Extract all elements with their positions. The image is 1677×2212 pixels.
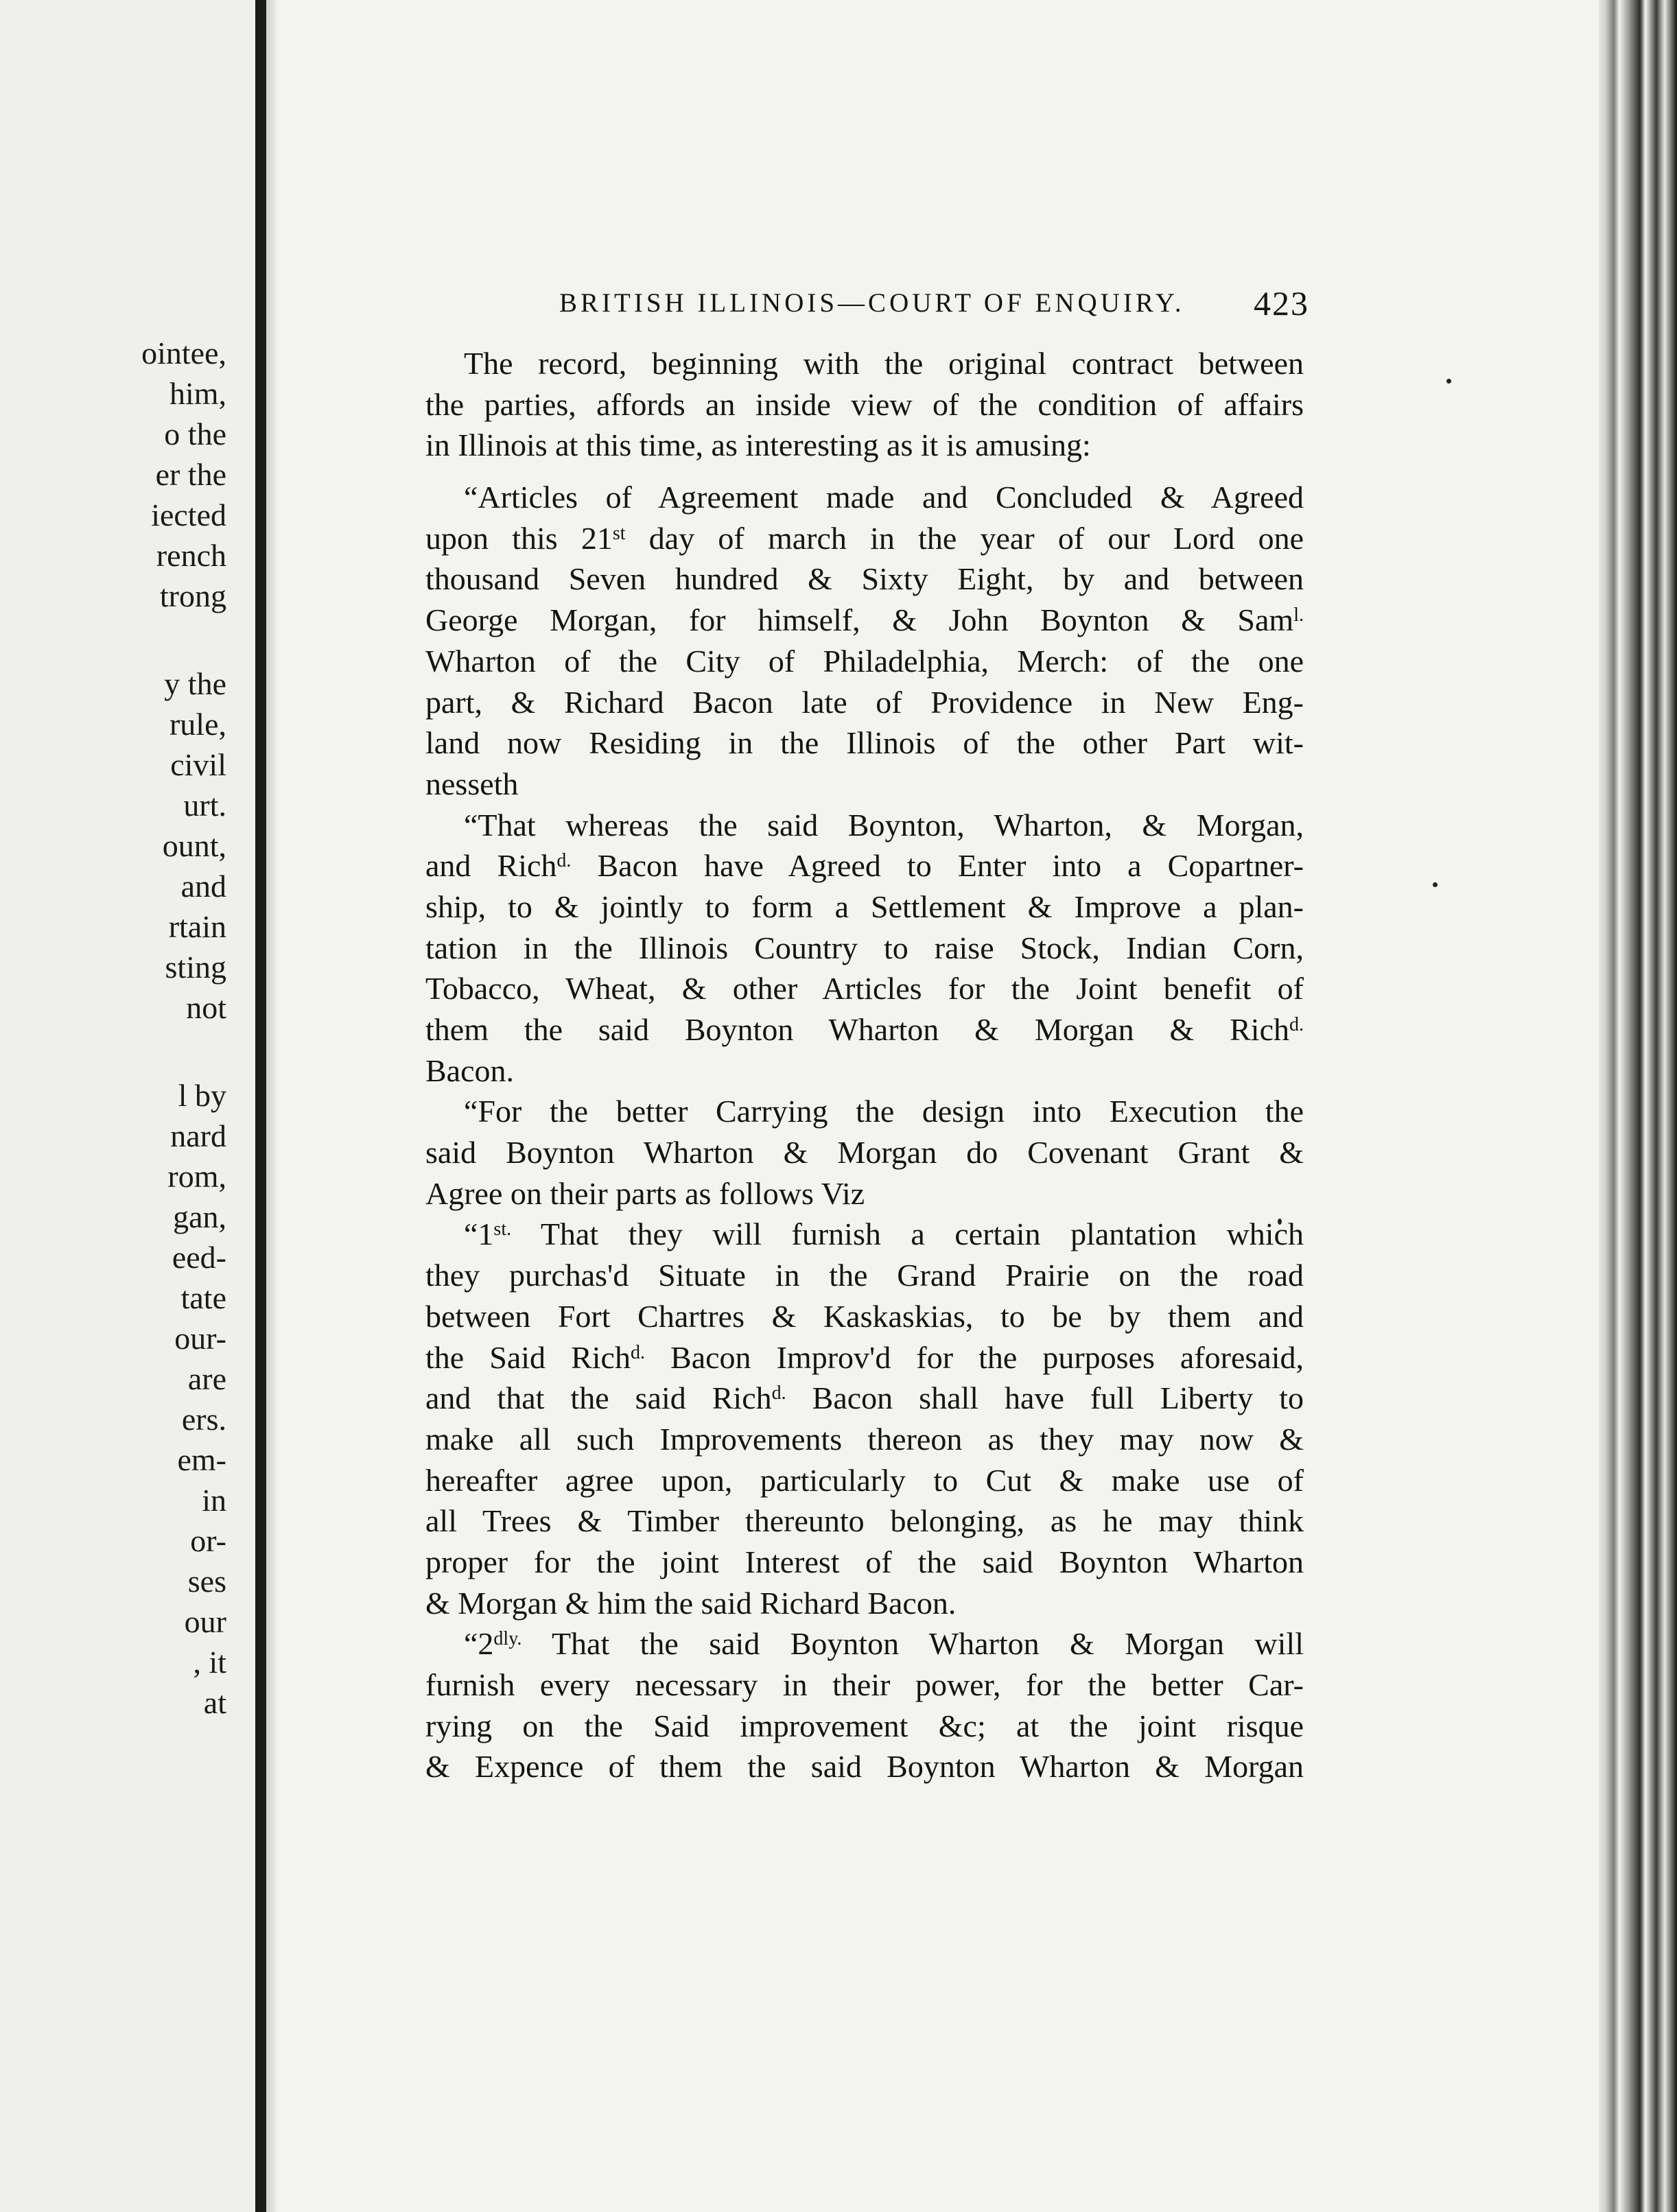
scan-speck: [1433, 882, 1438, 887]
text-line: “For the better Carrying the design into Execution the: [464, 1094, 1304, 1129]
text-line: & Expence of them the said Boynton Wharton & Morgan: [425, 1749, 1304, 1785]
left-page-fragment: trong: [159, 578, 226, 613]
paragraph: [425, 805, 1304, 1092]
paragraph: [425, 1623, 1304, 1787]
text-line: Wharton of the City of Philadelphia, Merch: of the one: [425, 643, 1304, 679]
text-line: “Articles of Agreement made and Concluded & Agreed: [464, 480, 1304, 515]
text-line: them the said Boynton Wharton & Morgan & Rich$^{d.}$: [425, 1012, 1304, 1047]
left-page-edge: [0, 0, 254, 2212]
text-line: and Rich$^{d.}$ Bacon have Agreed to Enter into a Copartner-: [425, 848, 1304, 884]
page-stack-edge: [1599, 0, 1677, 2212]
paragraph: [425, 477, 1304, 805]
left-page-fragment: o the: [164, 416, 226, 451]
left-page-fragment: are: [187, 1361, 226, 1396]
gutter-shadow: [266, 0, 279, 2212]
left-page-fragment: , it: [193, 1645, 226, 1680]
paragraph: [425, 1214, 1304, 1623]
text-line: they purchas'd Situate in the Grand Prairie on the road: [425, 1258, 1304, 1293]
page-number: 423: [1254, 284, 1309, 322]
scan-speck: [1446, 379, 1451, 384]
text-line: the Said Rich$^{d.}$ Bacon Improv'd for the purposes aforesaid,: [425, 1339, 1304, 1375]
left-page-fragment: ount,: [162, 828, 226, 863]
running-head: [425, 283, 1309, 324]
left-page-fragment: our-: [174, 1321, 226, 1356]
text-line: and that the said Rich$^{d.}$ Bacon shall have full Liberty to: [425, 1380, 1304, 1416]
left-page-fragment: our: [184, 1604, 226, 1639]
left-page-fragment: ses: [187, 1564, 226, 1599]
text-line: upon this 21st day of march in the year of our Lord one: [425, 520, 1304, 556]
text-line: said Boynton Wharton & Morgan do Covenant Grant &: [425, 1135, 1304, 1170]
left-page-fragment: rench: [156, 538, 226, 573]
text-line: proper for the joint Interest of the said Boynton Wharton: [425, 1544, 1304, 1579]
left-page-fragment: gan,: [173, 1199, 226, 1234]
left-page-fragment: not: [186, 990, 226, 1025]
text-line: Agree on their parts as follows Viz: [425, 1175, 865, 1211]
text-line: tation in the Illinois Country to raise Stock, Indian Corn,: [425, 930, 1304, 965]
text-line: hereafter agree upon, particularly to Cut & make use of: [425, 1462, 1304, 1498]
text-line: part, & Richard Bacon late of Providence in New Eng-: [425, 684, 1304, 720]
left-page-fragment: ers.: [181, 1402, 226, 1437]
left-page-fragment: tate: [180, 1280, 226, 1315]
left-page-fragment: l by: [178, 1078, 226, 1113]
left-page-fragment: and: [180, 869, 226, 904]
text-line: between Fort Chartres & Kaskaskias, to be by them and: [425, 1298, 1304, 1334]
left-page-fragment: at: [203, 1685, 226, 1720]
left-page-fragment: him,: [169, 376, 226, 411]
left-page-fragment: rom,: [167, 1159, 226, 1194]
left-page-fragment: or-: [190, 1523, 226, 1558]
text-line: nesseth: [425, 766, 519, 801]
text-line: land now Residing in the Illinois of the other Part wit-: [425, 725, 1304, 761]
paragraph: [425, 1091, 1304, 1214]
left-page-fragment: rule,: [169, 707, 226, 742]
text-line: Tobacco, Wheat, & other Articles for the Joint benefit of: [425, 971, 1304, 1007]
left-page-fragment: y the: [164, 666, 226, 701]
text-line: furnish every necessary in their power, for the better Car-: [425, 1667, 1304, 1702]
text-line: “$1^{st.}$ That they will furnish a certain plantation which: [464, 1216, 1304, 1252]
body-text: [425, 343, 1304, 1787]
left-page-fragment: rtain: [168, 909, 226, 944]
left-page-fragment: civil: [170, 747, 226, 782]
left-page-fragment: sting: [165, 950, 226, 985]
running-head-title: BRITISH ILLINOIS—COURT OF ENQUIRY.: [559, 288, 1185, 318]
text-line: “$2^{dly.}$ That the said Boynton Wharton & Morgan will: [464, 1626, 1304, 1662]
left-page-fragment: nard: [170, 1118, 226, 1153]
text-line: rying on the Said improvement &c; at the joint risque: [425, 1708, 1304, 1743]
text-line: all Trees & Timber thereunto belonging, as he may think: [425, 1503, 1304, 1539]
left-page-fragment: eed-: [172, 1240, 226, 1275]
text-line: thousand Seven hundred & Sixty Eight, by and between: [425, 561, 1304, 597]
text-line: The record, beginning with the original contract between: [464, 346, 1304, 381]
text-line: Bacon.: [425, 1052, 515, 1088]
paragraph: [425, 343, 1304, 466]
left-page-fragment: urt.: [183, 788, 226, 823]
text-line: make all such Improvements thereon as they may now &: [425, 1421, 1304, 1457]
text-line: George Morgan, for himself, & John Boynton & Sam$^{l.}$: [425, 602, 1304, 638]
text-line: the parties, affords an inside view of the condition of affairs: [425, 386, 1304, 422]
text-line: & Morgan & him the said Richard Bacon.: [425, 1585, 957, 1621]
left-page-fragment: in: [202, 1483, 226, 1518]
left-page-fragment: iected: [151, 497, 226, 532]
left-page-fragment: er the: [155, 457, 226, 492]
left-page-fragment: em-: [177, 1442, 226, 1477]
text-line: in Illinois at this time, as interesting as it is amusing:: [425, 427, 1091, 463]
text-line: “That whereas the said Boynton, Wharton, & Morgan,: [464, 807, 1304, 843]
text-line: ship, to & jointly to form a Settlement & Improve a plan-: [425, 889, 1304, 924]
book-gutter: [255, 0, 266, 2212]
left-page-fragment: ointee,: [141, 336, 226, 370]
